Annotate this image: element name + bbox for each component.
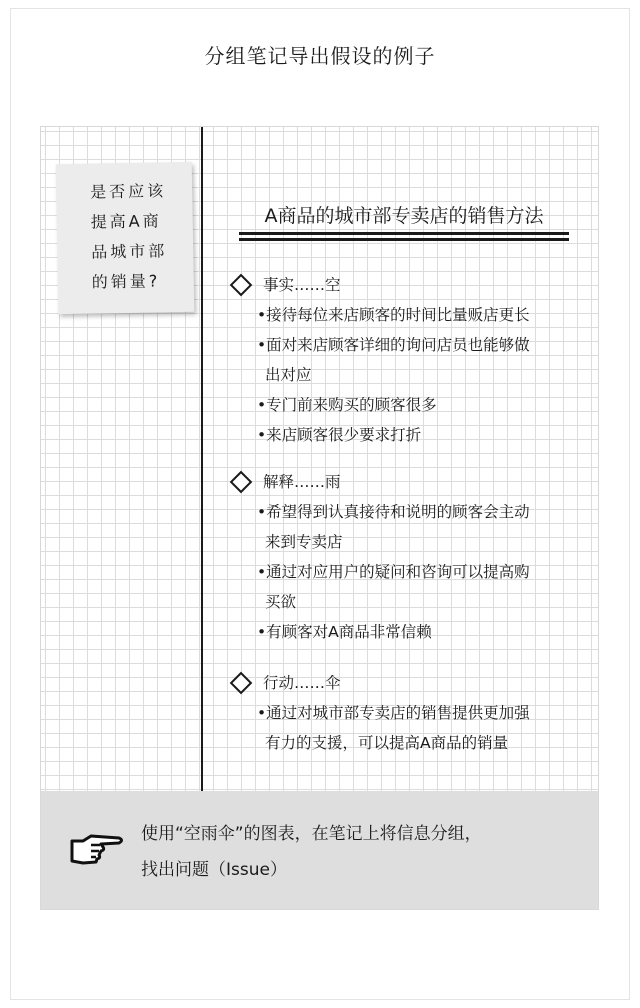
bullet-continuation: 有力的支援，可以提高A商品的销量 bbox=[265, 734, 509, 752]
bullet-item: •接待每位来店顾客的时间比量贩店更长 bbox=[257, 306, 530, 324]
page-title: 分组笔记导出假设的例子 bbox=[204, 44, 436, 68]
tip-text: 找出问题（Issue） bbox=[141, 860, 287, 880]
bullet-item: •面对来店顾客详细的询问店员也能够做 bbox=[257, 336, 530, 354]
bullet-item: •通过对应用户的疑问和咨询可以提高购 bbox=[257, 563, 530, 581]
double-underline bbox=[239, 238, 569, 241]
diamond-icon bbox=[230, 672, 253, 695]
note-line: 提高A商 bbox=[90, 211, 162, 232]
notebook-panel bbox=[40, 126, 599, 910]
bullet-continuation: 买欲 bbox=[265, 593, 297, 611]
tip-text: 使用“空雨伞”的图表，在笔记上将信息分组， bbox=[141, 824, 482, 844]
note-line: 品城市部 bbox=[91, 241, 168, 262]
bullet-continuation: 出对应 bbox=[265, 366, 312, 384]
bullet-item: •专门前来购买的顾客很多 bbox=[257, 396, 437, 414]
bullet-item: •来店顾客很少要求打折 bbox=[257, 426, 422, 444]
section-heading: 解释……雨 bbox=[263, 473, 341, 491]
section-action bbox=[229, 668, 530, 758]
bullet-item: •通过对城市部专卖店的销售提供更加强 bbox=[257, 704, 530, 722]
diamond-icon bbox=[230, 274, 253, 297]
note-line: 的销量? bbox=[91, 271, 161, 292]
sticky-note bbox=[56, 162, 195, 314]
diamond-icon bbox=[230, 471, 253, 494]
bullet-continuation: 来到专卖店 bbox=[265, 533, 343, 551]
double-underline bbox=[239, 232, 569, 235]
bullet-item: •有顾客对A商品非常信赖 bbox=[257, 623, 432, 641]
section-heading: 行动……伞 bbox=[263, 674, 341, 692]
doc-title: A商品的城市部专卖店的销售方法 bbox=[264, 205, 544, 227]
note-line: 是否应该 bbox=[90, 181, 167, 202]
tip-box bbox=[41, 791, 598, 909]
section-interpretation bbox=[229, 467, 530, 647]
divider-line bbox=[201, 127, 203, 791]
section-heading: 事实……空 bbox=[263, 276, 341, 294]
pointing-hand-icon bbox=[69, 833, 125, 867]
section-facts bbox=[229, 270, 530, 450]
bullet-item: •希望得到认真接待和说明的顾客会主动 bbox=[257, 503, 530, 521]
